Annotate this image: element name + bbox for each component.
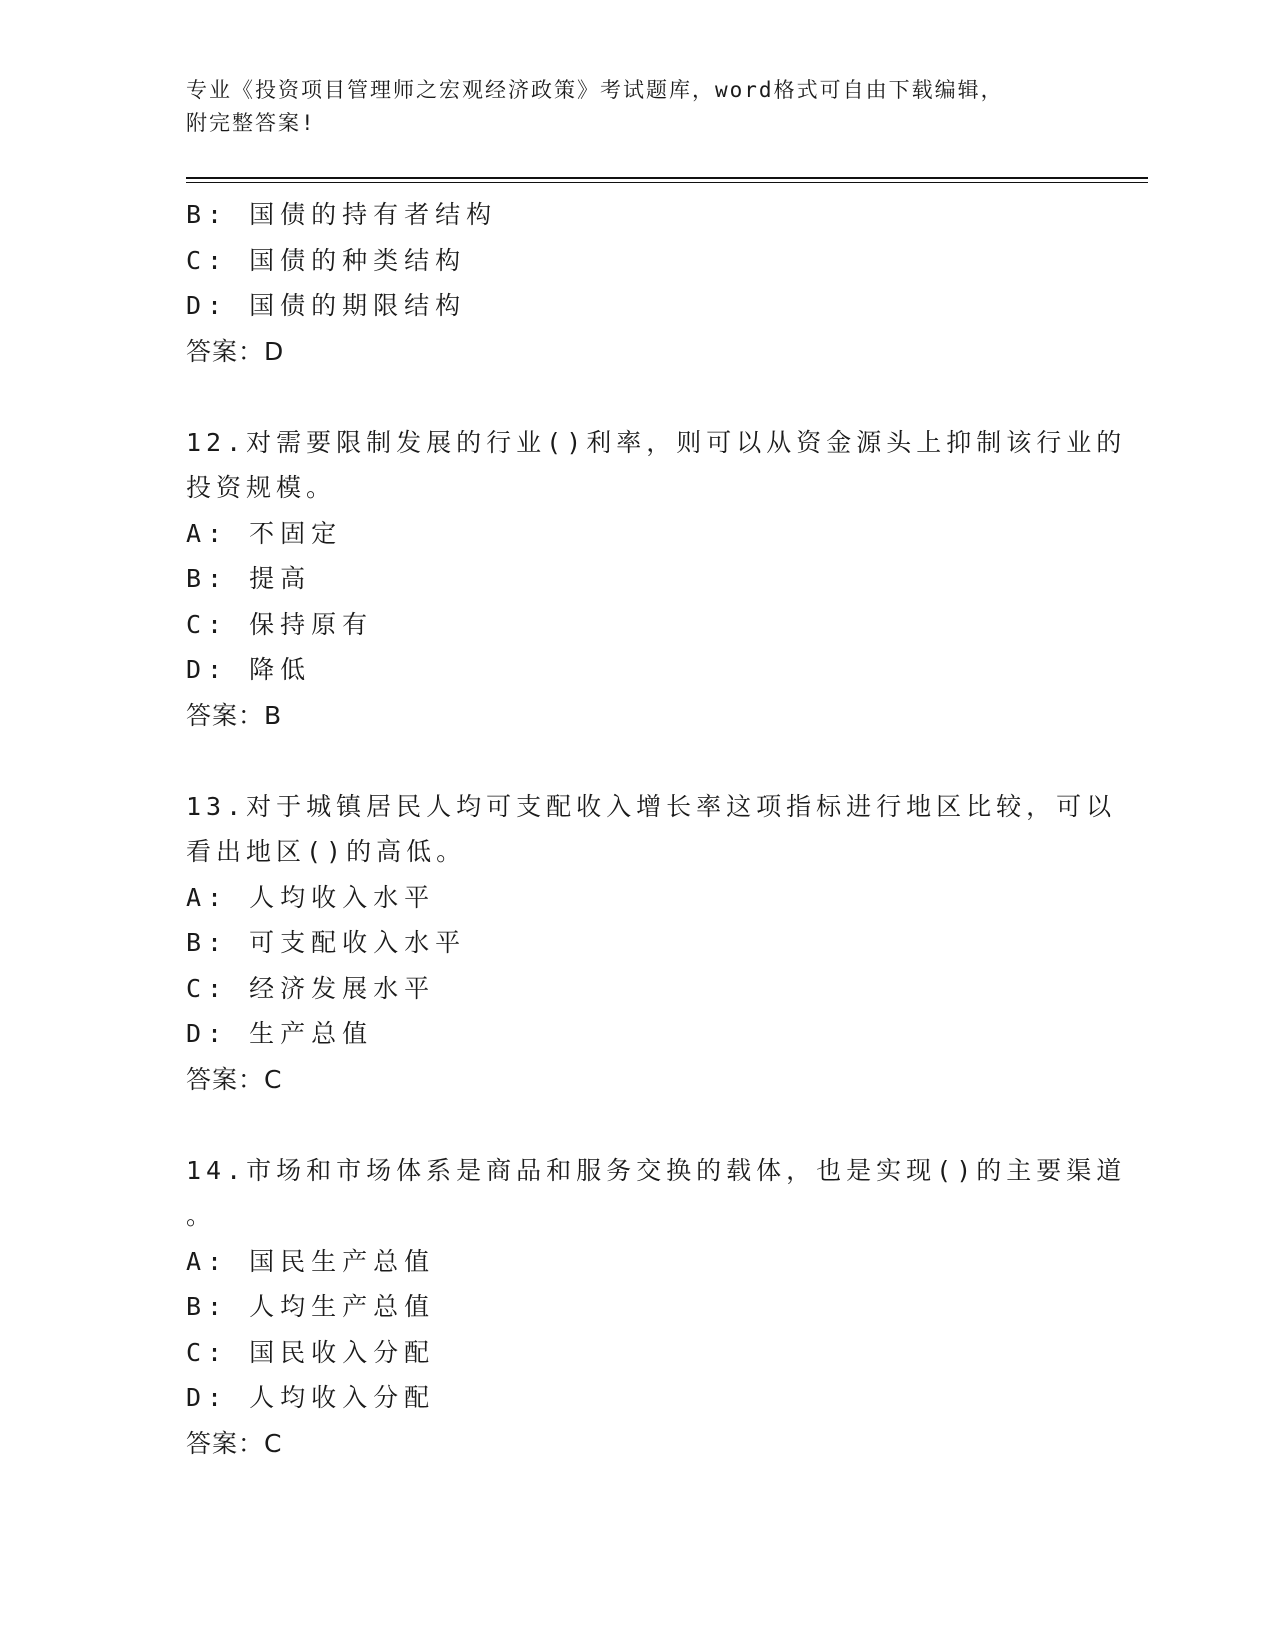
- spacer: [186, 738, 1086, 784]
- document-header: [186, 74, 1066, 140]
- question-11-continuation: [186, 192, 1086, 374]
- option-b: B: 提高: [186, 564, 312, 593]
- question-stem-line-2: 看出地区()的高低。: [186, 837, 467, 866]
- question-stem-line-2: 投资规模。: [186, 473, 337, 502]
- question-list: [186, 192, 1127, 1466]
- question-stem-line-1: 13.对于城镇居民人均可支配收入增长率这项指标进行地区比较，可以: [186, 791, 1117, 821]
- question-stem-line-1: 14.市场和市场体系是商品和服务交换的载体，也是实现()的主要渠道: [186, 1155, 1127, 1185]
- header-divider-thin: [186, 182, 1148, 183]
- question-13: [186, 784, 1117, 1103]
- option-d: D: 降低: [186, 655, 312, 684]
- option-b: B: 国债的持有者结构: [186, 200, 498, 229]
- header-line-1: 专业《投资项目管理师之宏观经济政策》考试题库，word格式可自由下载编辑，: [186, 78, 1004, 102]
- option-a: A: 人均收入水平: [186, 882, 436, 912]
- answer-line: 答案：C: [186, 1428, 283, 1458]
- option-c: C: 保持原有: [186, 609, 374, 639]
- option-c: C: 国债的种类结构: [186, 245, 467, 275]
- question-14: [186, 1148, 1127, 1467]
- option-b: B: 人均生产总值: [186, 1292, 436, 1321]
- option-d: D: 国债的期限结构: [186, 291, 467, 320]
- question-12: [186, 420, 1127, 739]
- option-d: D: 人均收入分配: [186, 1383, 436, 1412]
- option-c: C: 经济发展水平: [186, 973, 436, 1003]
- option-b: B: 可支配收入水平: [186, 928, 467, 957]
- header-divider-thick: [186, 177, 1148, 179]
- answer-line: 答案：B: [186, 700, 283, 730]
- question-stem-line-2: 。: [186, 1201, 217, 1230]
- question-stem-line-1: 12.对需要限制发展的行业()利率，则可以从资金源头上抑制该行业的: [186, 427, 1127, 457]
- spacer: [186, 374, 1086, 420]
- option-a: A: 国民生产总值: [186, 1246, 436, 1276]
- option-c: C: 国民收入分配: [186, 1337, 436, 1367]
- answer-line: 答案：C: [186, 1064, 283, 1094]
- option-d: D: 生产总值: [186, 1019, 374, 1048]
- answer-line: 答案：D: [186, 336, 285, 366]
- option-a: A: 不固定: [186, 518, 343, 548]
- header-line-2: 附完整答案!: [186, 111, 316, 135]
- spacer: [186, 1102, 1086, 1148]
